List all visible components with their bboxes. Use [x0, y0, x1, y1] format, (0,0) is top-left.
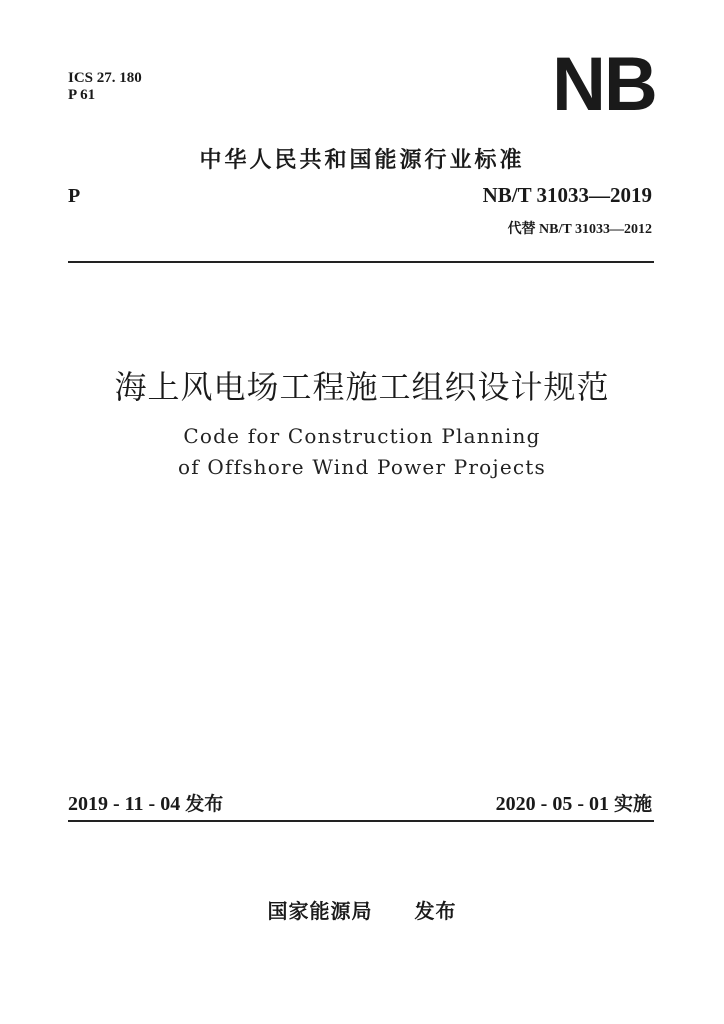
- title-chinese: 海上风电场工程施工组织设计规范: [114, 368, 610, 406]
- category-code: P: [68, 185, 81, 207]
- top-divider: [68, 261, 654, 263]
- title-english-line1: Code for Construction Planning: [183, 424, 541, 448]
- publisher: [0, 895, 724, 924]
- issue-date: [68, 789, 223, 816]
- publisher-action: 发布: [414, 899, 457, 923]
- implementation-label: 实施: [613, 793, 652, 815]
- replaces-standard: 代替 NB/T 31033—2012: [507, 222, 652, 237]
- issue-date-value: 2019 - 11 - 04: [68, 793, 181, 815]
- implementation-date: [496, 789, 652, 816]
- implementation-date-value: 2020 - 05 - 01: [495, 793, 609, 815]
- issue-label: 发布: [185, 793, 224, 815]
- publisher-name: 国家能源局: [267, 899, 373, 923]
- classification-codes: [68, 70, 142, 104]
- ccs-code: P 61: [68, 87, 96, 103]
- bottom-divider: [68, 820, 654, 822]
- nb-logo: NB: [552, 42, 656, 127]
- standard-number: NB/T 31033—2019: [482, 183, 652, 207]
- ics-code: ICS 27. 180: [68, 70, 142, 86]
- title-english-line2: of Offshore Wind Power Projects: [178, 455, 546, 479]
- ministry-title: 中华人民共和国能源行业标准: [199, 148, 525, 173]
